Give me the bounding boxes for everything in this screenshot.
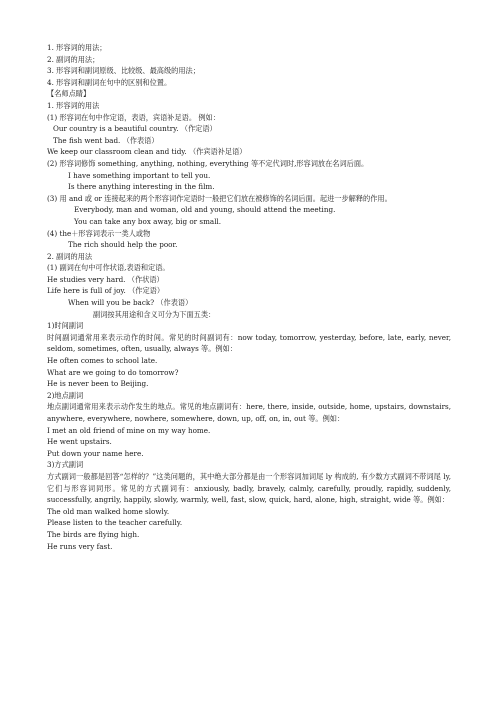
example-sentence: The fish went bad. （作表语） — [53, 135, 159, 145]
rule-line: 副词按其用途和含义可分为下面五类： — [93, 309, 216, 319]
example-sentence: He went upstairs. — [47, 437, 112, 447]
example-sentence: He often comes to school late. — [47, 356, 158, 366]
rule-paragraph: (3) 用 and 或 or 连接起来的两个形容词作定语时一般把它们放在被修饰的名词后面。起进一步解释的作用。 — [47, 193, 392, 203]
subheading-adverb-usage: 2. 副词的用法 — [47, 251, 93, 261]
toc-item-1: 1. 形容词的用法； — [47, 43, 107, 52]
category-heading: 3)方式副词 — [47, 460, 84, 470]
example-sentence: The old man walked home slowly. — [47, 506, 170, 516]
example-sentence: I have something important to tell you. — [68, 170, 211, 180]
example-sentence: He is never been to Beijing. — [47, 379, 149, 389]
rule-line: (4) the＋形容词表示一类人或物 — [47, 228, 151, 238]
example-sentence: I met an old friend of mine on my way home. — [47, 425, 211, 435]
toc-item-2: 2. 副词的用法； — [47, 54, 100, 64]
rule-paragraph: 时间副词通常用来表示动作的时间。常见的时间副词有：now today, tomorrow, yesterday, before, late, early, never, seldom, sometimes, often, usually, always 等。例如： — [47, 332, 451, 354]
example-sentence: Everybody, man and woman, old and young, should attend the meeting. — [74, 205, 336, 215]
rule-paragraph: 方式副词一般都是回答“怎样的？”这类问题的，其中绝大部分都是由一个形容词加词尾 ly 构成的, 有少数方式副词不带词尾 ly, 它们与形容词同形。常见的方式副词有：anxiously, badly, bravely, calmly, carefully, proudly, rapidly, suddenly, successfully, angrily, happily, slowly, warmly, well, fast, slow, quick, hard, alone, high, straight, wide 等。例如： — [47, 471, 451, 505]
subheading-adjective-usage: 1. 形容词的用法 — [47, 100, 100, 110]
example-sentence: Please listen to the teacher carefully. — [47, 518, 183, 528]
example-sentence: Our country is a beautiful country. （作定语） — [53, 124, 217, 134]
section-heading: 【名师点睛】 — [47, 89, 91, 99]
example-sentence: When will you be back? （作表语） — [68, 298, 193, 308]
rule-line: (2) 形容词修饰 something, anything, nothing, everything 等不定代词时,形容词放在名词后面。 — [47, 158, 369, 168]
category-heading: 2)地点副词 — [47, 390, 84, 400]
rule-line: (1) 副词在句中可作状语,表语和定语。 — [47, 263, 170, 273]
example-sentence: The birds are flying high. — [47, 529, 140, 539]
example-sentence: He studies very hard. （作状语） — [47, 274, 164, 284]
example-sentence: Life here is full of joy. （作定语） — [47, 286, 165, 296]
example-sentence: He runs very fast. — [47, 541, 113, 551]
toc-item-4: 4. 形容词和副词在句中的区别和位置。 — [47, 77, 172, 87]
document-body — [47, 42, 451, 552]
rule-paragraph: 地点副词通常用来表示动作发生的地点。常见的地点副词有：here, there, inside, outside, home, upstairs, downstairs, anywhere, everywhere, nowhere, somewhere, down, up, off, on, in, out 等。例如： — [47, 402, 451, 423]
example-sentence: What are we going to do tomorrow? — [47, 367, 179, 377]
example-sentence: Is there anything interesting in the film. — [68, 182, 215, 192]
category-heading: 1)时间副词 — [47, 321, 84, 331]
example-sentence: The rich should help the poor. — [68, 240, 178, 250]
rule-line: (1) 形容词在句中作定语，表语，宾语补足语。 例如： — [47, 112, 220, 122]
example-sentence: Put down your name here. — [47, 448, 144, 458]
example-sentence: You can take any box away, big or small. — [74, 216, 222, 226]
toc-item-3: 3. 形容词和副词原级、比较级、最高级的用法； — [47, 66, 200, 76]
example-sentence: We keep our classroom clean and tidy. （作宾语补足语） — [47, 147, 247, 157]
